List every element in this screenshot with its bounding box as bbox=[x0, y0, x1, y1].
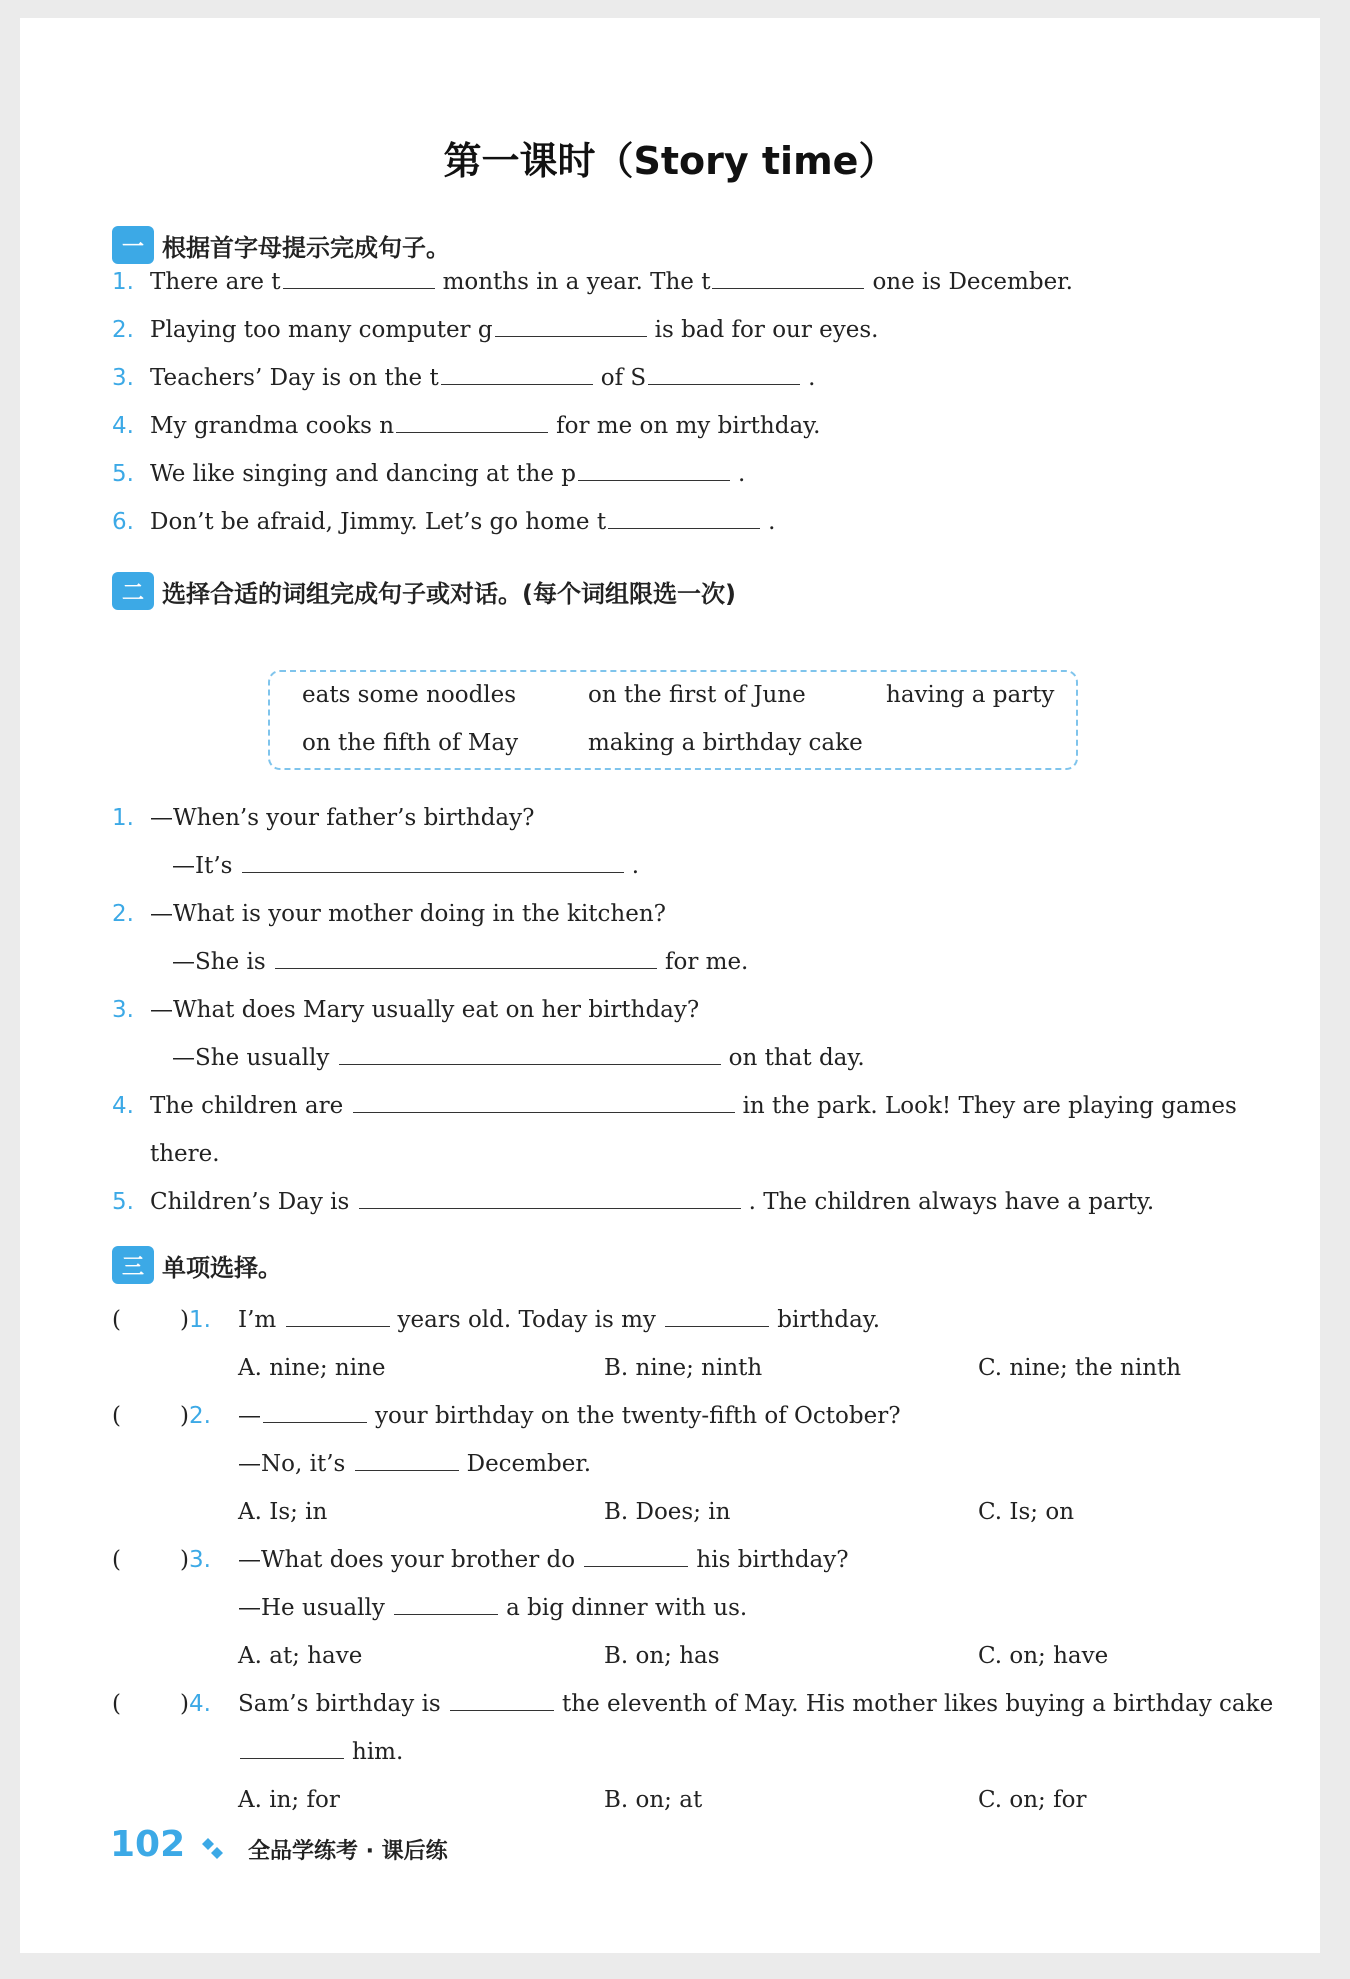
answer-blank[interactable] bbox=[240, 1736, 344, 1759]
answer-blank[interactable] bbox=[712, 266, 864, 289]
word-bank-box bbox=[268, 670, 1078, 770]
item-number: 4. bbox=[112, 413, 134, 439]
section-3-header bbox=[112, 1244, 282, 1286]
answer-blank[interactable] bbox=[396, 410, 548, 433]
section-title: 根据首字母提示完成句子。 bbox=[162, 233, 450, 262]
question-number: )1. bbox=[180, 1307, 211, 1333]
option-a[interactable]: A. at; have bbox=[238, 1643, 363, 1669]
item-number: 3. bbox=[112, 997, 134, 1023]
answer-blank[interactable] bbox=[286, 1304, 390, 1327]
diamond-icon bbox=[200, 1836, 226, 1862]
option-a[interactable]: A. Is; in bbox=[238, 1499, 328, 1525]
item-number: 2. bbox=[112, 901, 134, 927]
answer-blank[interactable] bbox=[263, 1400, 367, 1423]
option-c[interactable]: C. Is; on bbox=[978, 1499, 1075, 1525]
p2-item-1-answer: —It’s . bbox=[172, 850, 639, 882]
worksheet-page bbox=[20, 18, 1320, 1953]
p2-item-2-answer: —She is for me. bbox=[172, 946, 748, 978]
section-1-header bbox=[112, 224, 450, 266]
section-title: 单项选择。 bbox=[162, 1253, 282, 1282]
option-b[interactable]: B. Does; in bbox=[604, 1499, 731, 1525]
item-number: 1. bbox=[112, 269, 134, 295]
option-c[interactable]: C. on; have bbox=[978, 1643, 1109, 1669]
word-bank-item: on the first of June bbox=[588, 682, 806, 708]
answer-paren-open[interactable]: ( bbox=[112, 1691, 121, 1717]
option-c[interactable]: C. on; for bbox=[978, 1787, 1087, 1813]
answer-blank[interactable] bbox=[283, 266, 435, 289]
answer-blank[interactable] bbox=[584, 1544, 688, 1567]
section-badge: 三 bbox=[112, 1246, 154, 1284]
question-number: )3. bbox=[180, 1547, 211, 1573]
option-b[interactable]: B. on; has bbox=[604, 1643, 720, 1669]
item-number: 4. bbox=[112, 1093, 134, 1119]
p2-item-3-answer: —She usually on that day. bbox=[172, 1042, 865, 1074]
p1-item-2: 2. Playing too many computer g is bad for our eyes. bbox=[112, 314, 879, 346]
item-number: 6. bbox=[112, 509, 134, 535]
word-bank-item: eats some noodles bbox=[302, 682, 517, 708]
section-badge: 二 bbox=[112, 572, 154, 610]
option-c[interactable]: C. nine; the ninth bbox=[978, 1355, 1182, 1381]
option-b[interactable]: B. nine; ninth bbox=[604, 1355, 763, 1381]
option-b[interactable]: B. on; at bbox=[604, 1787, 703, 1813]
book-title: 全品学练考 · 课后练 bbox=[248, 1839, 448, 1864]
p1-item-5: 5. We like singing and dancing at the p . bbox=[112, 458, 745, 490]
answer-paren-open[interactable]: ( bbox=[112, 1307, 121, 1333]
answer-paren-open[interactable]: ( bbox=[112, 1403, 121, 1429]
answer-blank[interactable] bbox=[608, 506, 760, 529]
answer-blank[interactable] bbox=[394, 1592, 498, 1615]
page-number: 102 bbox=[110, 1824, 186, 1865]
p2-item-4: 4. The children are in the park. Look! They are playing games bbox=[112, 1090, 1237, 1122]
answer-blank[interactable] bbox=[353, 1090, 735, 1113]
question-number: )2. bbox=[180, 1403, 211, 1429]
p2-item-2-question: 2. —What is your mother doing in the kitchen? bbox=[112, 898, 666, 930]
page-title: 第一课时（Story time） bbox=[443, 139, 897, 183]
word-bank-item: on the fifth of May bbox=[302, 730, 519, 756]
answer-blank[interactable] bbox=[355, 1448, 459, 1471]
item-number: 2. bbox=[112, 317, 134, 343]
answer-blank[interactable] bbox=[495, 314, 647, 337]
p1-item-1: 1. There are t months in a year. The t one is December. bbox=[112, 266, 1073, 298]
p2-item-3-question: 3. —What does Mary usually eat on her birthday? bbox=[112, 994, 699, 1026]
mc-q3-line2: —He usually a big dinner with us. bbox=[238, 1592, 747, 1624]
p1-item-6: 6. Don’t be afraid, Jimmy. Let’s go home t . bbox=[112, 506, 775, 538]
word-bank-item: making a birthday cake bbox=[588, 730, 863, 756]
p1-item-3: 3. Teachers’ Day is on the t of S . bbox=[112, 362, 815, 394]
option-a[interactable]: A. in; for bbox=[238, 1787, 340, 1813]
p1-item-4: 4. My grandma cooks n for me on my birthday. bbox=[112, 410, 820, 442]
p2-item-1-question: 1. —When’s your father’s birthday? bbox=[112, 802, 534, 834]
answer-blank[interactable] bbox=[242, 850, 624, 873]
answer-blank[interactable] bbox=[648, 362, 800, 385]
question-number: )4. bbox=[180, 1691, 211, 1717]
section-title: 选择合适的词组完成句子或对话。(每个词组限选一次) bbox=[162, 579, 736, 608]
p2-item-5: 5. Children’s Day is . The children always have a party. bbox=[112, 1186, 1154, 1218]
item-number: 1. bbox=[112, 805, 134, 831]
item-number: 5. bbox=[112, 461, 134, 487]
answer-blank[interactable] bbox=[339, 1042, 721, 1065]
mc-q4-line2: him. bbox=[238, 1736, 403, 1768]
section-badge: 一 bbox=[112, 226, 154, 264]
answer-blank[interactable] bbox=[441, 362, 593, 385]
answer-blank[interactable] bbox=[665, 1304, 769, 1327]
mc-q4-line1: Sam’s birthday is the eleventh of May. His mother likes buying a birthday cake bbox=[238, 1688, 1273, 1720]
section-2-header bbox=[112, 570, 736, 612]
p2-item-4-cont: there. bbox=[150, 1141, 220, 1167]
word-bank-item: having a party bbox=[886, 682, 1055, 708]
answer-blank[interactable] bbox=[450, 1688, 554, 1711]
item-number: 3. bbox=[112, 365, 134, 391]
answer-blank[interactable] bbox=[578, 458, 730, 481]
item-number: 5. bbox=[112, 1189, 134, 1215]
answer-paren-open[interactable]: ( bbox=[112, 1547, 121, 1573]
answer-blank[interactable] bbox=[359, 1186, 741, 1209]
mc-q2-line2: —No, it’s December. bbox=[238, 1448, 591, 1480]
option-a[interactable]: A. nine; nine bbox=[238, 1355, 386, 1381]
mc-q3-line1: —What does your brother do his birthday? bbox=[238, 1544, 849, 1576]
mc-q2-line1: — your birthday on the twenty-fifth of October? bbox=[238, 1400, 901, 1432]
mc-q1-line1: I’m years old. Today is my birthday. bbox=[238, 1304, 880, 1336]
answer-blank[interactable] bbox=[275, 946, 657, 969]
